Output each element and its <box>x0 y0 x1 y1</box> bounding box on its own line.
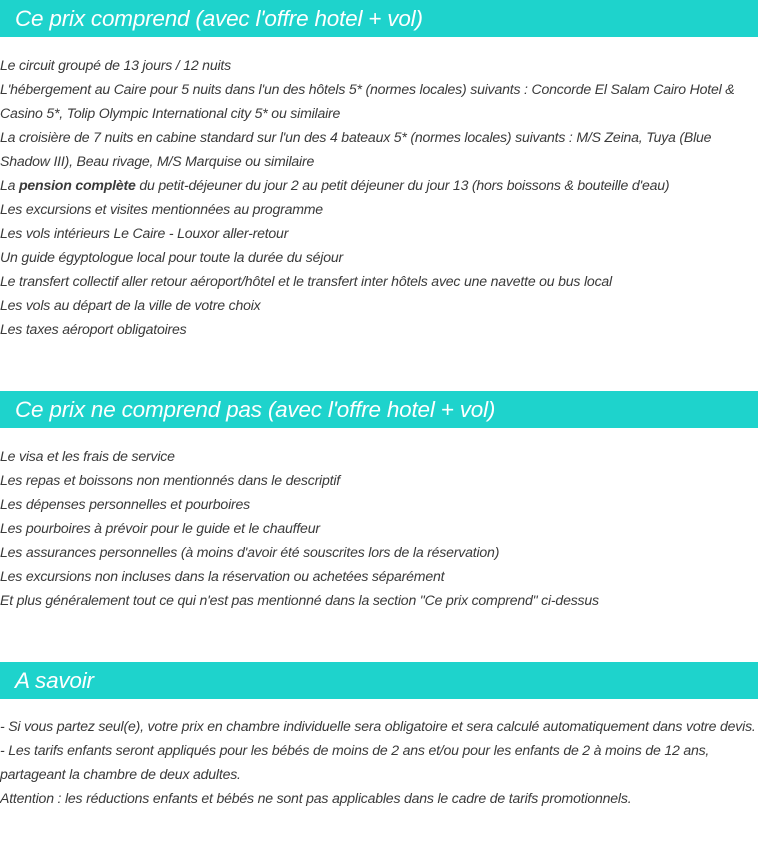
info-paragraph: Attention : les réductions enfants et bébés ne sont pas applicables dans le cadre de tarifs promotionnels. <box>0 790 632 806</box>
list-item: Un guide égyptologue local pour toute la durée du séjour <box>0 249 343 265</box>
list-item: Les repas et boissons non mentionnés dans le descriptif <box>0 472 340 488</box>
section-title-info: A savoir <box>15 667 94 693</box>
list-item: La croisière de 7 nuits en cabine standard sur l'un des 4 bateaux 5* (normes locales) suivants : M/S Zeina, Tuya (Blue Shadow III), Beau rivage, M/S Marquise ou similaire <box>0 129 712 169</box>
list-item: Les vols au départ de la ville de votre choix <box>0 297 261 313</box>
section-included <box>0 0 758 341</box>
list-item <box>0 173 758 197</box>
list-item: Les dépenses personnelles et pourboires <box>0 496 250 512</box>
list-item: Les excursions non incluses dans la réservation ou achetées séparément <box>0 568 445 584</box>
section-header-info <box>0 662 758 699</box>
list-item: Les assurances personnelles (à moins d'avoir été souscrites lors de la réservation) <box>0 544 500 560</box>
info-paragraph: - Les tarifs enfants seront appliqués pour les bébés de moins de 2 ans et/ou pour les enfants de 2 à moins de 12 ans, partageant la chambre de deux adultes. <box>0 742 710 782</box>
section-header-included <box>0 0 758 37</box>
list-item-suffix: du petit-déjeuner du jour 2 au petit déjeuner du jour 13 (hors boissons & bouteille d'eau) <box>135 177 670 193</box>
section-title-included: Ce prix comprend (avec l'offre hotel + vol) <box>15 5 423 31</box>
list-item: L'hébergement au Caire pour 5 nuits dans l'un des hôtels 5* (normes locales) suivants : Concorde El Salam Cairo Hotel & Casino 5*, Tolip Olympic International city 5* ou similaire <box>0 81 735 121</box>
list-item-bold: pension complète <box>19 177 136 193</box>
info-content <box>0 714 758 810</box>
list-item: Le transfert collectif aller retour aéroport/hôtel et le transfert inter hôtels avec une navette ou bus local <box>0 273 612 289</box>
list-item: Les taxes aéroport obligatoires <box>0 321 187 337</box>
section-info <box>0 662 758 810</box>
list-item: Le circuit groupé de 13 jours / 12 nuits <box>0 57 231 73</box>
list-excluded <box>0 444 758 612</box>
section-excluded <box>0 391 758 612</box>
list-item-prefix: La <box>0 177 19 193</box>
list-item: Les pourboires à prévoir pour le guide et le chauffeur <box>0 520 320 536</box>
list-item: Les vols intérieurs Le Caire - Louxor aller-retour <box>0 225 289 241</box>
info-paragraph: - Si vous partez seul(e), votre prix en chambre individuelle sera obligatoire et sera calculé automatiquement dans votre devis. <box>0 718 756 734</box>
section-title-excluded: Ce prix ne comprend pas (avec l'offre hotel + vol) <box>15 396 496 422</box>
list-item: Les excursions et visites mentionnées au programme <box>0 201 323 217</box>
list-included <box>0 53 758 341</box>
list-item: Et plus généralement tout ce qui n'est pas mentionné dans la section "Ce prix comprend" ci-dessus <box>0 592 599 608</box>
list-item: Le visa et les frais de service <box>0 448 175 464</box>
section-header-excluded <box>0 391 758 428</box>
